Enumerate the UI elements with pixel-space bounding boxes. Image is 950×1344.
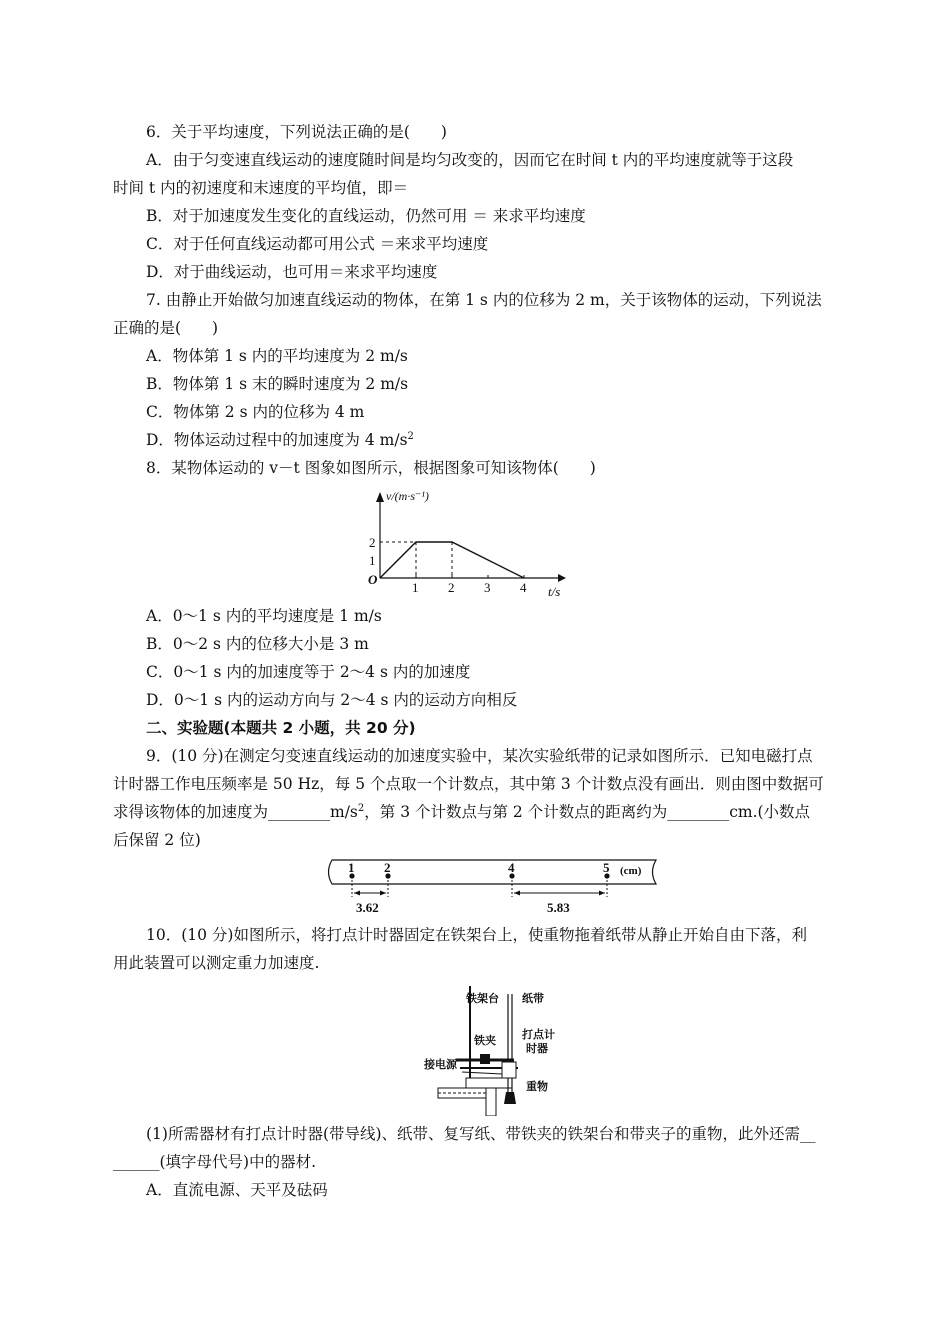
q9-blank-2-text: ，第 3 个计数点与第 2 个计数点的距离约为________cm.(小数点 bbox=[364, 803, 811, 821]
tape-point-1-label: 1 bbox=[348, 860, 355, 875]
x-axis-label: t/s bbox=[548, 584, 561, 599]
q7-option-b: B．物体第 1 s 末的瞬时速度为 2 m/s bbox=[146, 375, 409, 393]
q10-line-1: 10．(10 分)如图所示，将打点计时器固定在铁架台上，使重物拖着纸带从静止开始自由下落，利 bbox=[146, 926, 807, 944]
clamp-block bbox=[480, 1054, 490, 1064]
label-tape: 纸带 bbox=[522, 993, 544, 1005]
y-axis-label: v/(m·s⁻¹) bbox=[386, 489, 429, 503]
q8-option-c: C．0～1 s 内的加速度等于 2～4 s 内的加速度 bbox=[146, 663, 471, 681]
power-wire bbox=[462, 1072, 502, 1074]
tape-point-4-label: 4 bbox=[508, 860, 515, 875]
x-tick-label-2: 2 bbox=[448, 580, 455, 595]
q6-option-a: A．由于匀变速直线运动的速度随时间是均匀改变的，因而它在时间 t 内的平均速度就等于这段 bbox=[146, 151, 794, 169]
section-heading: 二、实验题(本题共 2 小题，共 20 分) bbox=[146, 719, 416, 737]
q8-option-a: A．0～1 s 内的平均速度是 1 m/s bbox=[146, 607, 382, 625]
y-tick-label-2: 2 bbox=[369, 535, 376, 550]
table-edge bbox=[486, 1088, 496, 1116]
distance-45-label: 5.83 bbox=[547, 900, 570, 915]
guide-lines bbox=[380, 542, 452, 578]
label-timer-1: 打点计 bbox=[522, 1029, 555, 1041]
distance-12-label: 3.62 bbox=[356, 900, 379, 915]
q7-option-d-sup: 2 bbox=[407, 431, 414, 442]
tape-point-2-label: 2 bbox=[384, 860, 391, 875]
q8-option-b: B．0～2 s 内的位移大小是 3 m bbox=[146, 635, 369, 653]
q6-option-c: C．对于任何直线运动都可用公式 ＝来求平均速度 bbox=[146, 235, 489, 253]
q7-stem: 7. 由静止开始做匀加速直线运动的物体，在第 1 s 内的位移为 2 m，关于该物体的运动，下列说法 bbox=[146, 291, 822, 309]
y-tick-labels bbox=[369, 535, 376, 568]
paper-tape-figure bbox=[322, 856, 662, 918]
q9-line-2: 计时器工作电压频率是 50 Hz，每 5 个点取一个计数点，其中第 3 个计数点没有画出．则由图中数据可 bbox=[113, 775, 824, 793]
q10-sub1-line-2: ______(填字母代号)中的器材. bbox=[113, 1153, 317, 1171]
q6-option-b: B．对于加速度发生变化的直线运动，仍然可用 ＝ 来求平均速度 bbox=[146, 207, 586, 225]
q9-line-3 bbox=[113, 802, 810, 822]
stand-base bbox=[466, 1078, 512, 1088]
x-tick-label-1: 1 bbox=[412, 580, 419, 595]
q10-line-2: 用此装置可以测定重力加速度. bbox=[113, 954, 320, 972]
x-axis-arrow bbox=[558, 574, 566, 582]
weight-block bbox=[504, 1092, 516, 1104]
dim-arrow-12-left bbox=[354, 891, 360, 896]
y-axis-arrow bbox=[376, 492, 384, 502]
q9-blank-1-text: 求得该物体的加速度为________m/s bbox=[113, 803, 358, 821]
q6-option-d: D．对于曲线运动，也可用＝来求平均速度 bbox=[146, 263, 438, 281]
q7-option-d bbox=[146, 430, 414, 450]
q8-option-d: D．0～1 s 内的运动方向与 2～4 s 内的运动方向相反 bbox=[146, 691, 518, 709]
q7-stem-cont: 正确的是( ) bbox=[113, 319, 219, 337]
label-stand: 铁架台 bbox=[466, 993, 499, 1005]
q10-sub1-line-1: (1)所需器材有打点计时器(带导线)、纸带、复写纸、带铁夹的铁架台和带夹子的重物，此外还需__ bbox=[146, 1125, 816, 1143]
q7-option-d-text: D．物体运动过程中的加速度为 4 m/s bbox=[146, 431, 408, 449]
q9-unit-sup: 2 bbox=[357, 803, 365, 814]
label-weight: 重物 bbox=[526, 1081, 548, 1093]
q10-option-a: A．直流电源、天平及砝码 bbox=[146, 1181, 328, 1199]
dim-arrow-45-left bbox=[514, 891, 520, 896]
x-tick-label-3: 3 bbox=[484, 580, 491, 595]
label-power: 接电源 bbox=[424, 1059, 457, 1071]
q8-stem: 8．某物体运动的 v－t 图象如图所示，根据图象可知该物体( ) bbox=[146, 459, 596, 477]
dim-arrow-45-right bbox=[599, 891, 605, 896]
origin-label: O bbox=[368, 572, 378, 587]
q7-option-a: A．物体第 1 s 内的平均速度为 2 m/s bbox=[146, 347, 408, 365]
q9-line-4: 后保留 2 位) bbox=[113, 831, 201, 849]
dim-arrow-12-right bbox=[380, 891, 386, 896]
y-tick-label-1: 1 bbox=[369, 553, 376, 568]
tape-point-5-label: 5 bbox=[603, 860, 610, 875]
label-timer-2: 时器 bbox=[526, 1043, 548, 1055]
vt-graph bbox=[360, 486, 580, 604]
q9-line-1: 9．(10 分)在测定匀变速直线运动的加速度实验中，某次实验纸带的记录如图所示．已知电磁打点 bbox=[146, 747, 813, 765]
tape-unit-label: (cm) bbox=[620, 865, 642, 877]
q7-option-c: C．物体第 2 s 内的位移为 4 m bbox=[146, 403, 365, 421]
q6-option-a-cont: 时间 t 内的初速度和末速度的平均值，即＝ bbox=[113, 179, 409, 197]
timer-box bbox=[502, 1062, 516, 1078]
apparatus-figure bbox=[422, 982, 572, 1116]
label-clamp: 铁夹 bbox=[474, 1035, 496, 1047]
x-tick-label-4: 4 bbox=[520, 580, 527, 595]
q6-stem: 6．关于平均速度，下列说法正确的是( ) bbox=[146, 123, 447, 141]
